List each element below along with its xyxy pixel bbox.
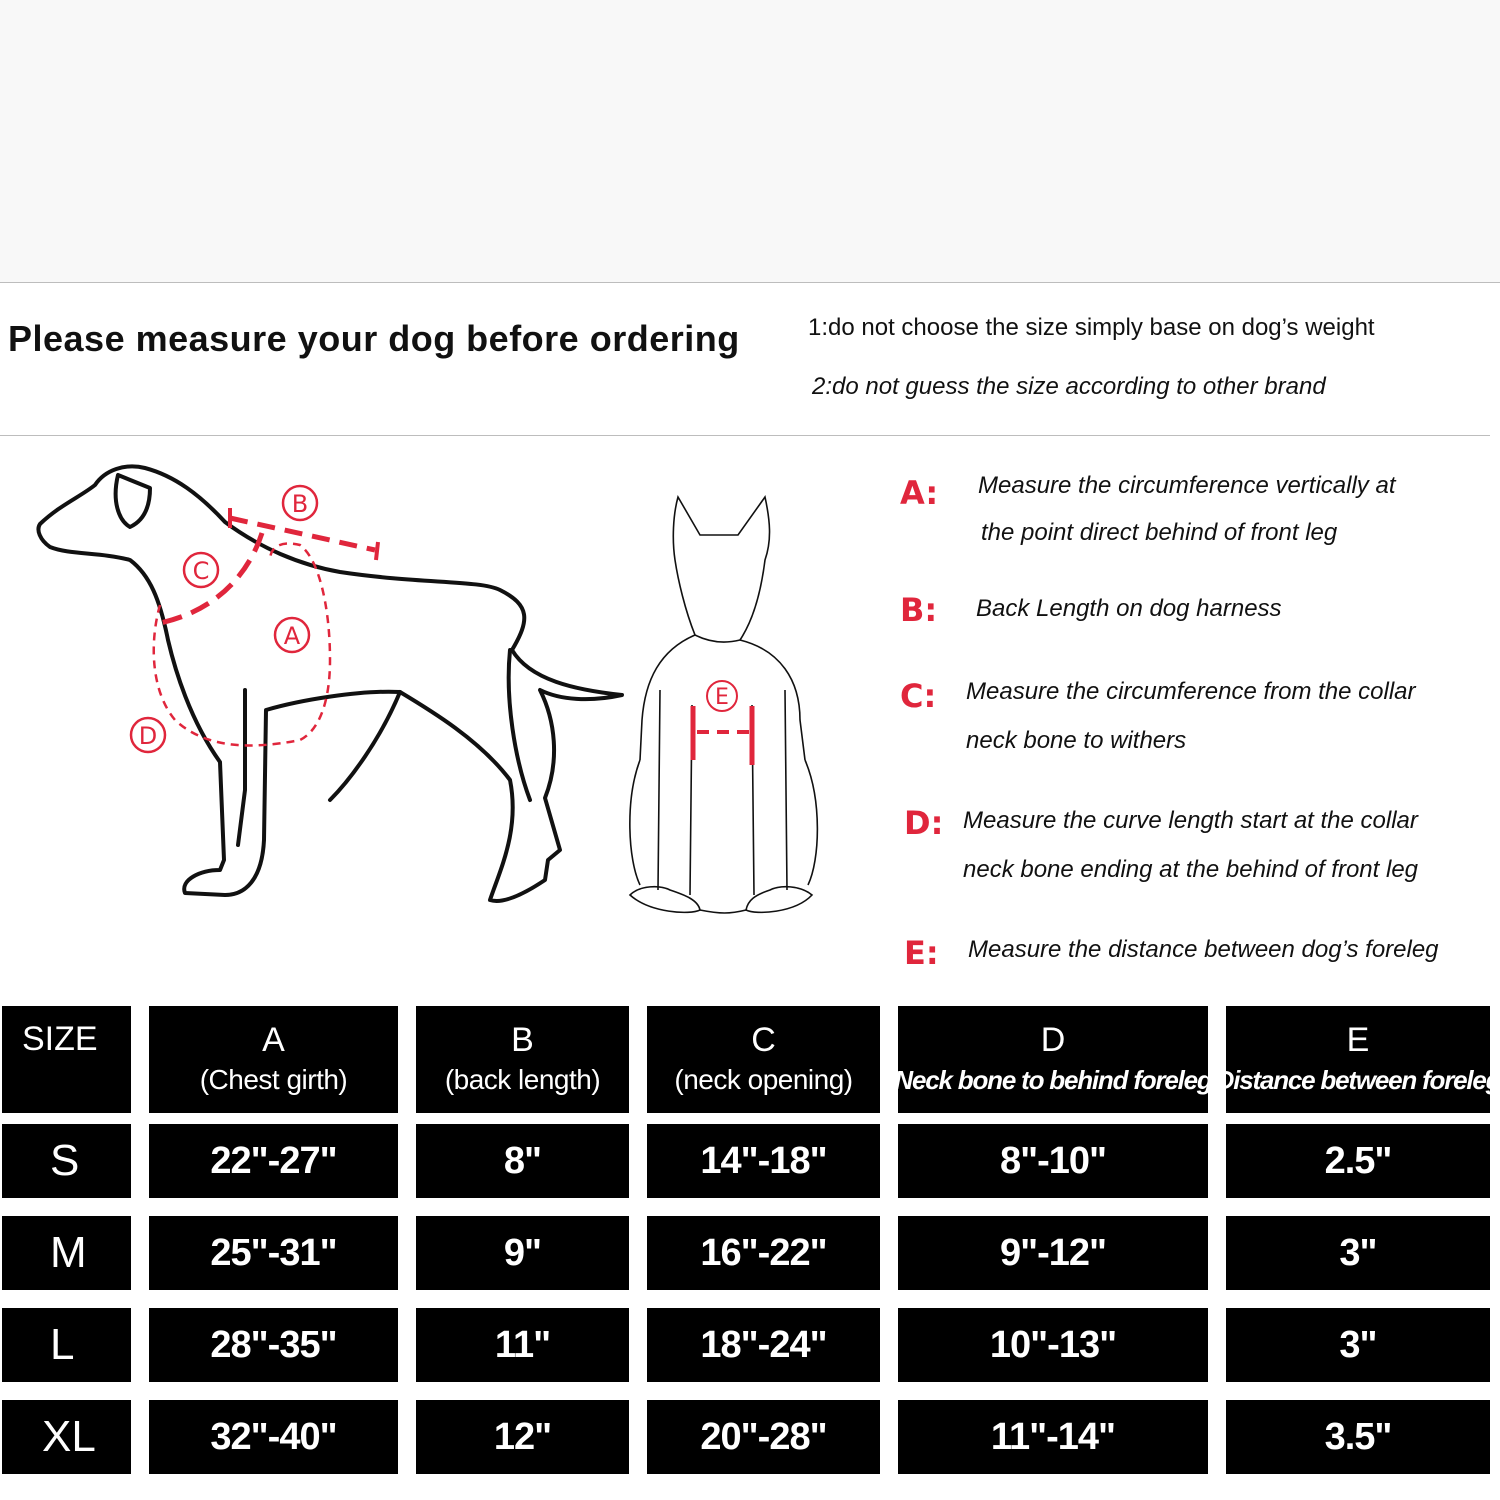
blank-banner xyxy=(0,0,1500,282)
row-l-neck-to-foreleg: 10"-13" xyxy=(898,1308,1208,1382)
header-b-sub: (back length) xyxy=(444,1063,601,1095)
marker-c-label: C xyxy=(192,557,210,585)
measure-guides-side xyxy=(131,486,378,752)
row-xl-neck: 20"-28" xyxy=(647,1400,880,1474)
row-s-neck: 14"-18" xyxy=(647,1124,880,1198)
legend-item-e xyxy=(900,926,1490,976)
marker-d-label: D xyxy=(138,722,158,750)
legend-text-b xyxy=(976,585,1282,632)
header-e-letter: E xyxy=(1346,1020,1370,1059)
size-chart-table xyxy=(0,1006,1500,1500)
legend-item-c xyxy=(900,667,1490,767)
legend-text-e xyxy=(968,926,1439,973)
row-xl-size: XL xyxy=(2,1400,131,1474)
page-title: Please measure your dog before ordering xyxy=(8,318,740,359)
header-a xyxy=(149,1006,398,1113)
header-c xyxy=(647,1006,880,1113)
legend-letter-d: D: xyxy=(904,804,944,842)
header-e xyxy=(1215,1006,1500,1113)
row-l-chest: 28"-35" xyxy=(149,1308,398,1382)
legend-a-line1: Measure the circumference vertically at xyxy=(978,472,1396,499)
tip-brand: 2:do not guess the size according to other brand xyxy=(812,373,1326,400)
legend-b-line1: Back Length on dog harness xyxy=(976,595,1282,622)
legend-a-line2: the point direct behind of front leg xyxy=(981,519,1338,546)
header-size-label: SIZE xyxy=(22,1020,98,1058)
header-d-sub: Neck bone to behind foreleg xyxy=(894,1064,1212,1095)
legend-item-d xyxy=(900,796,1490,896)
legend-letter-a: A: xyxy=(900,474,939,512)
legend-letter-c: C: xyxy=(900,677,937,715)
row-l-foreleg-distance: 3" xyxy=(1226,1308,1490,1382)
legend-c-line1: Measure the circumference from the collar xyxy=(966,678,1416,705)
legend-text-c xyxy=(966,667,1416,765)
header-d xyxy=(894,1006,1212,1113)
tip-weight: 1:do not choose the size simply base on dog’s weight xyxy=(808,314,1375,341)
header-c-letter: C xyxy=(751,1020,776,1059)
legend-d-line2: neck bone ending at the behind of front leg xyxy=(963,856,1419,883)
row-xl-foreleg-distance: 3.5" xyxy=(1226,1400,1490,1474)
legend-text-d xyxy=(963,796,1418,894)
row-xl-back: 12" xyxy=(416,1400,629,1474)
legend-c-line2: neck bone to withers xyxy=(966,727,1187,754)
header-e-sub: Distance between foreleg xyxy=(1215,1064,1500,1095)
row-m-neck: 16"-22" xyxy=(647,1216,880,1290)
header-b-letter: B xyxy=(511,1020,534,1059)
row-l-neck: 18"-24" xyxy=(647,1308,880,1382)
measurement-diagram xyxy=(0,440,860,940)
row-m-back: 9" xyxy=(416,1216,629,1290)
row-l-back: 11" xyxy=(416,1308,629,1382)
header-c-sub: (neck opening) xyxy=(674,1063,853,1095)
dog-side-illustration xyxy=(38,466,622,901)
legend-letter-e: E: xyxy=(904,934,939,972)
mid-divider xyxy=(0,435,1490,436)
row-m-size: M xyxy=(2,1216,131,1290)
row-s-foreleg-distance: 2.5" xyxy=(1226,1124,1490,1198)
marker-e-label: E xyxy=(715,685,729,710)
legend-d-line1: Measure the curve length start at the collar xyxy=(963,807,1418,834)
header-b xyxy=(416,1006,629,1113)
header-a-letter: A xyxy=(262,1020,285,1059)
row-m-neck-to-foreleg: 9"-12" xyxy=(898,1216,1208,1290)
legend-letter-b: B: xyxy=(900,591,938,629)
legend-e-line1: Measure the distance between dog’s foreleg xyxy=(968,936,1439,963)
header-d-letter: D xyxy=(1040,1020,1066,1059)
header-a-sub: (Chest girth) xyxy=(199,1063,348,1095)
row-xl-neck-to-foreleg: 11"-14" xyxy=(898,1400,1208,1474)
row-m-chest: 25"-31" xyxy=(149,1216,398,1290)
row-s-back: 8" xyxy=(416,1124,629,1198)
header-size xyxy=(2,1006,131,1113)
legend-text-a xyxy=(978,462,1396,556)
marker-a-label: A xyxy=(283,622,301,650)
row-s-neck-to-foreleg: 8"-10" xyxy=(898,1124,1208,1198)
top-divider xyxy=(0,282,1500,283)
legend-item-b xyxy=(900,585,1490,635)
marker-b-label: B xyxy=(291,490,309,518)
row-m-foreleg-distance: 3" xyxy=(1226,1216,1490,1290)
legend-item-a xyxy=(900,462,1490,557)
row-l-size: L xyxy=(2,1308,131,1382)
row-s-chest: 22"-27" xyxy=(149,1124,398,1198)
row-xl-chest: 32"-40" xyxy=(149,1400,398,1474)
row-s-size: S xyxy=(2,1124,131,1198)
